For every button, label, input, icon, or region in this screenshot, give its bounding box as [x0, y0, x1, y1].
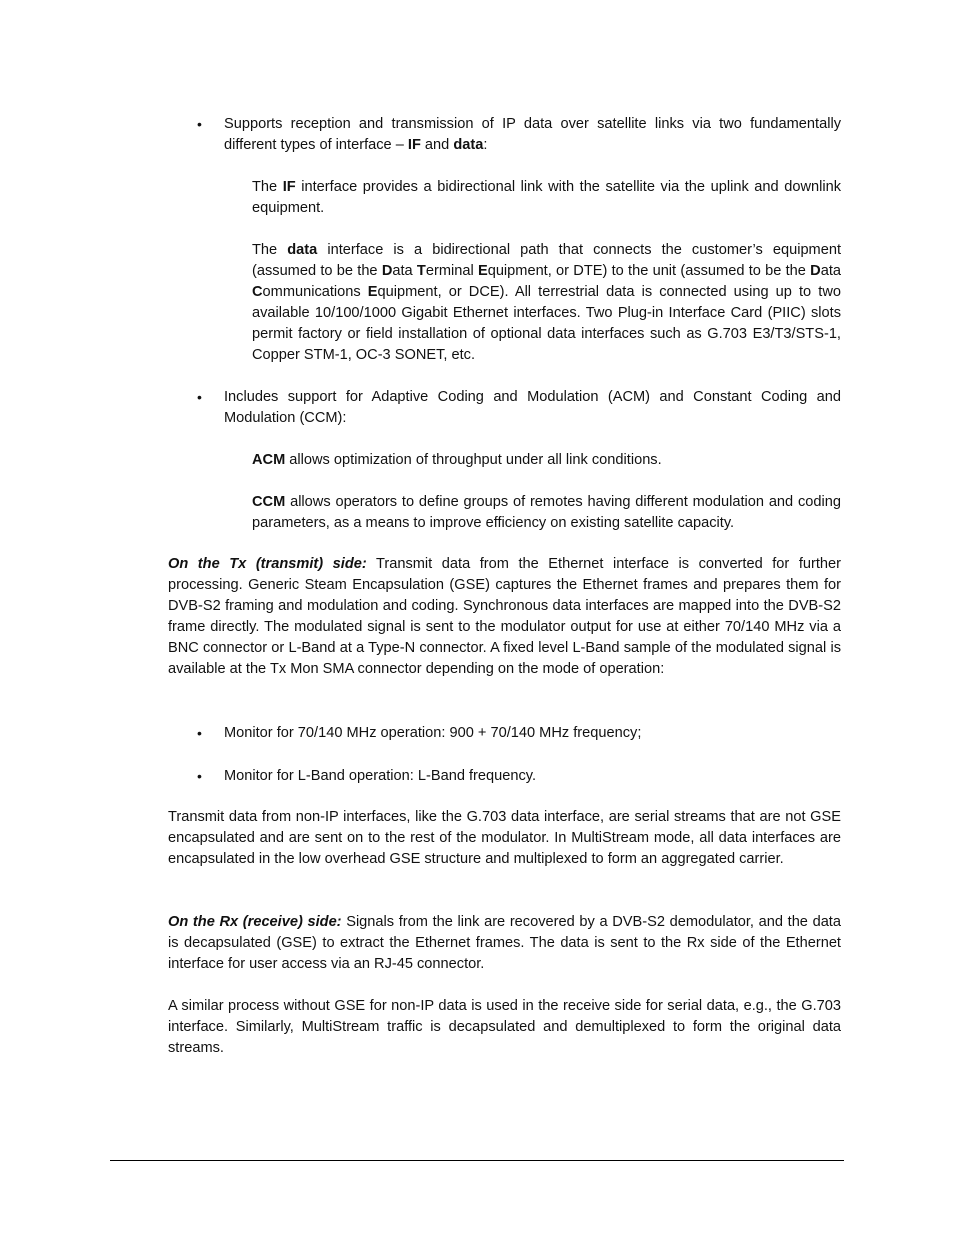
if-interface-paragraph: The IF interface provides a bidirectional link with the satellite via the uplink and downlink equipment. — [252, 179, 842, 216]
bullet-dot: • — [197, 116, 202, 132]
rx-side-paragraph: On the Rx (receive) side: Signals from the link are recovered by a DVB-S2 demodulator, and the data is decapsulated (GSE) to extract the Ethernet frames. The data is sent to the Rx side of the Ethernet interface for user access via an RJ-45 connector. — [168, 914, 841, 972]
bullet-dot: • — [197, 768, 202, 784]
acm-paragraph: ACM allows optimization of throughput under all link conditions. — [252, 452, 662, 468]
bullet-dot: • — [197, 389, 202, 405]
bullet-interfaces: Supports reception and transmission of IP data over satellite links via two fundamentally different types of interface – IF and data: — [224, 116, 841, 153]
similar-process-paragraph: A similar process without GSE for non-IP data is used in the receive side for serial data, e.g., the G.703 interface. Similarly, MultiStream traffic is decapsulated and demultiplexed to form the original data streams. — [168, 998, 841, 1056]
data-interface-paragraph: The data interface is a bidirectional path that connects the customer’s equipment (assumed to be the Data Terminal Equipment, or DTE) to the unit (assumed to be the Data Communications Equipment, or DCE). All terrestrial data is connected using up to two available 10/100/1000 Gigabit Ethernet interfaces. Two Plug-in Interface Card (PIIC) slots permit factory or field installation of optional data interfaces such as G.703 E3/T3/STS-1, Copper STM-1, OC-3 SONET, etc. — [252, 242, 842, 363]
bullet-dot: • — [197, 725, 202, 741]
bullet-monitor-70-140: Monitor for 70/140 MHz operation: 900 + 70/140 MHz frequency; — [224, 725, 642, 741]
non-ip-paragraph: Transmit data from non-IP interfaces, like the G.703 data interface, are serial streams that are not GSE encapsulated and are sent on to the rest of the modulator. In MultiStream mode, all data interfaces are encapsulated in the low overhead GSE structure and multiplexed to form an aggregated carrier. — [168, 809, 841, 867]
tx-side-paragraph: On the Tx (transmit) side: Transmit data from the Ethernet interface is converted for further processing. Generic Steam Encapsulation (GSE) captures the Ethernet frames and prepares them for DVB-S2 framing and modulation and coding. Synchronous data interfaces are mapped into the DVB-S2 frame directly. The modulated signal is sent to the modulator output for use at either 70/140 MHz via a BNC connector or L-Band at a Type-N connector. A fixed level L-Band sample of the modulated signal is available at the Tx Mon SMA connector depending on the mode of operation: — [168, 556, 842, 677]
footer-rule — [110, 1160, 844, 1161]
bullet-monitor-lband: Monitor for L-Band operation: L-Band frequency. — [224, 768, 537, 784]
bullet-acm-ccm: Includes support for Adaptive Coding and Modulation (ACM) and Constant Coding and Modulation (CCM): — [224, 389, 841, 426]
ccm-paragraph: CCM allows operators to define groups of remotes having different modulation and coding parameters, as a means to improve efficiency on existing satellite capacity. — [252, 494, 841, 531]
